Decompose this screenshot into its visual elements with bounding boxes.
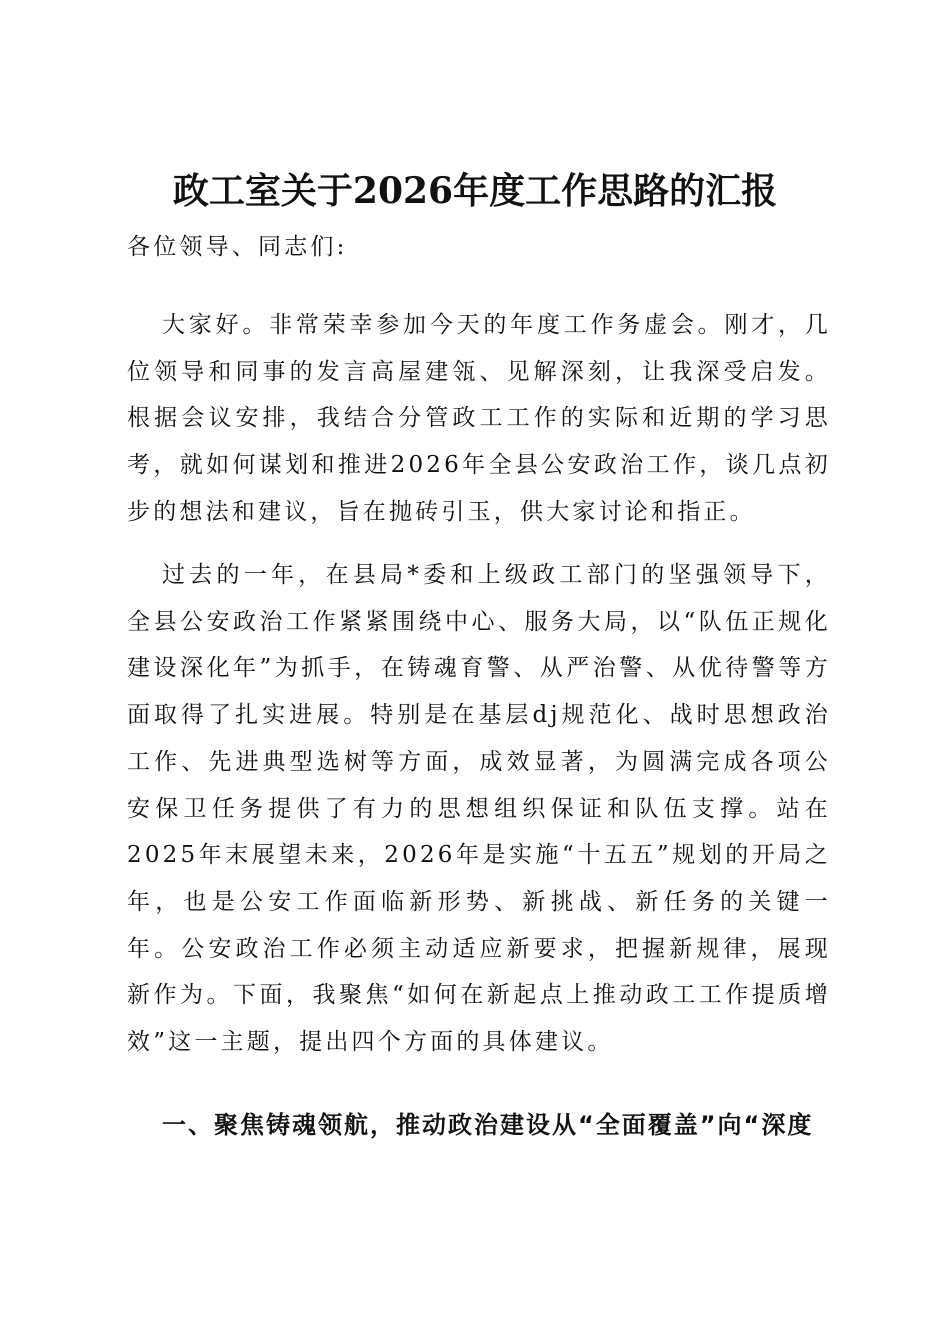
document-title: 政工室关于2026年度工作思路的汇报 — [172, 170, 778, 212]
section-heading-1: 一、聚焦铸魂领航，推动政治建设从“全面覆盖”向“深度 — [162, 1111, 814, 1139]
paragraph-intro: 大家好。非常荣幸参加今天的年度工作务虚会。刚才，几位领导和同事的发言高屋建瓴、见解深刻，让我深受启发。根据会议安排，我结合分管政工工作的实际和近期的学习思考，就如何谋划和推进2026年全县公安政治工作，谈几点初步的想法和建议，旨在抛砖引玉，供大家讨论和指正。 — [127, 312, 831, 525]
paragraph-review: 过去的一年，在县局*委和上级政工部门的坚强领导下，全县公安政治工作紧紧围绕中心、服务大局，以“队伍正规化建设深化年”为抓手，在铸魂育警、从严治警、从优待警等方面取得了扎实进展。特别是在基层dj规范化、战时思想政治工作、先进典型选树等方面，成效显著，为圆满完成各项公安保卫任务提供了有力的思想组织保证和队伍支撑。站在2025年末展望未来，2026年是实施“十五五”规划的开局之年，也是公安工作面临新形势、新挑战、新任务的关键一年。公安政治工作必须主动适应新要求，把握新规律，展现新作为。下面，我聚焦“如何在新起点上推动政工工作提质增效”这一主题，提出四个方面的具体建议。 — [127, 562, 831, 1056]
salutation: 各位领导、同志们: — [127, 234, 348, 260]
